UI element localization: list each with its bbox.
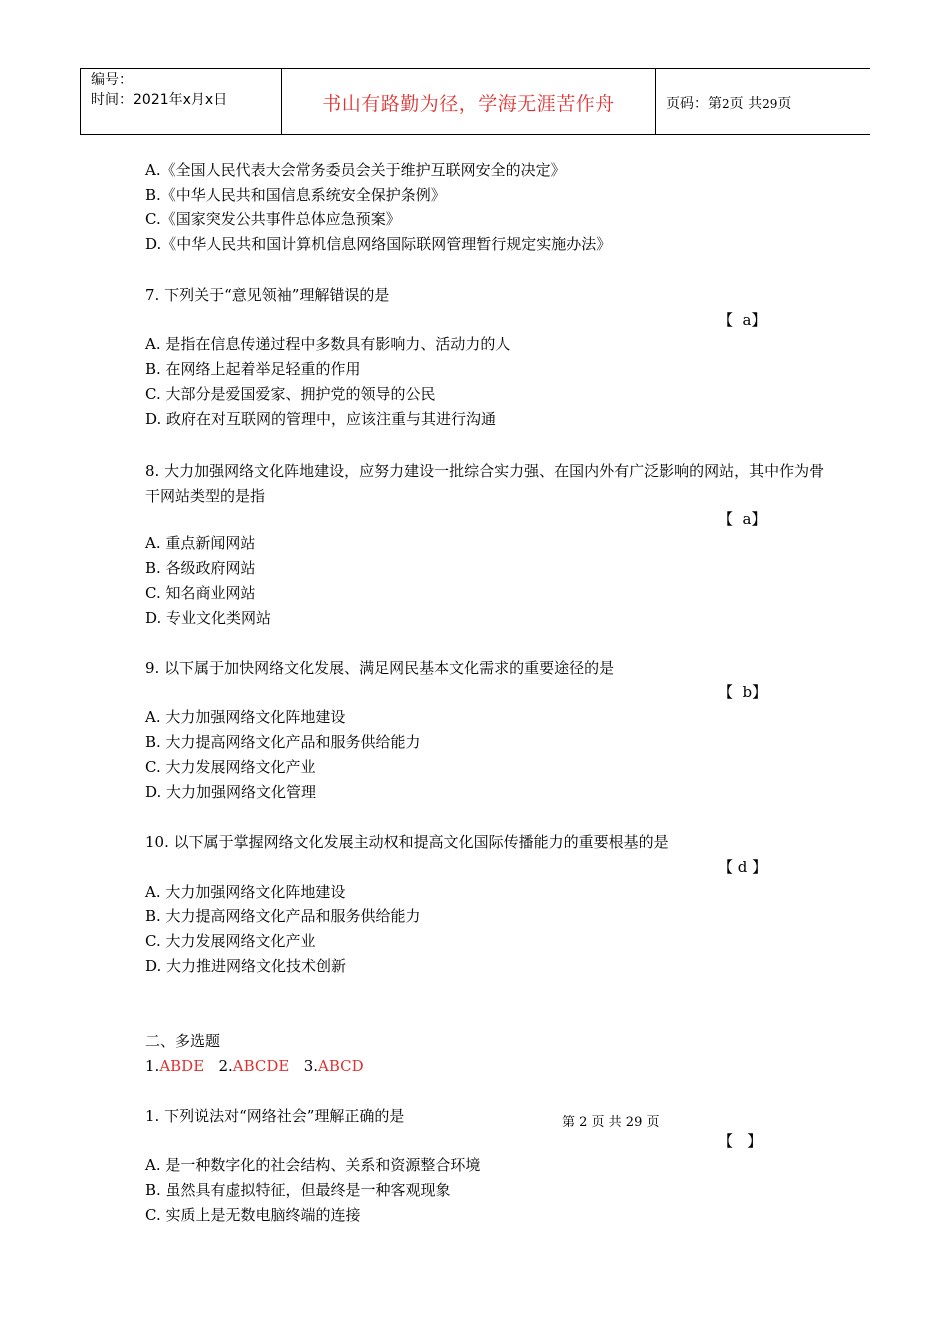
mq1-option: A. 是一种数字化的社会结构、关系和资源整合环境 [145, 1156, 481, 1174]
section2-answer-key [145, 1056, 364, 1076]
q7-option: D. 政府在对互联网的管理中，应该注重与其进行沟通 [145, 410, 497, 428]
answer-key-num: 3. [303, 1057, 318, 1075]
q7-answer: 【 a】 [718, 311, 767, 329]
slogan: 书山有路勤为径，学海无涯苦作舟 [322, 93, 615, 115]
q10-option: C. 大力发展网络文化产业 [145, 932, 316, 950]
q6-option: B.《中华人民共和国信息系统安全保护条例》 [145, 186, 446, 204]
answer-key-num: 2. [218, 1057, 233, 1075]
q8-option: D. 专业文化类网站 [145, 609, 272, 627]
q10-option: B. 大力提高网络文化产品和服务供给能力 [145, 907, 421, 925]
q7-option: A. 是指在信息传递过程中多数具有影响力、活动力的人 [145, 335, 511, 353]
serial-label: 编号： [91, 72, 133, 88]
q9-option: C. 大力发展网络文化产业 [145, 758, 316, 776]
q10-option: A. 大力加强网络文化阵地建设 [145, 883, 346, 901]
q8-option: C. 知名商业网站 [145, 584, 256, 602]
mq1-stem: 1. 下列说法对“网络社会”理解正确的是 [145, 1107, 405, 1125]
header-page-cell [656, 69, 870, 134]
q9-answer: 【 b】 [718, 683, 768, 701]
page-counter: 页码：第2页 共29页 [666, 96, 792, 112]
section2-title: 二、多选题 [145, 1032, 221, 1050]
answer-key-value: ABCD [318, 1057, 364, 1075]
q6-option: C.《国家突发公共事件总体应急预案》 [145, 210, 401, 228]
q6-option: A.《全国人民代表大会常务委员会关于维护互联网安全的决定》 [145, 161, 566, 179]
q7-stem: 7. 下列关于“意见领袖”理解错误的是 [145, 286, 390, 304]
q8-option: A. 重点新闻网站 [145, 534, 256, 552]
mq1-answer: 【 】 [718, 1132, 763, 1150]
header-info-cell [81, 69, 282, 134]
answer-key-value: ABDE [159, 1057, 205, 1075]
page-footer: 第 2 页 共 29 页 [562, 1115, 660, 1130]
q10-option: D. 大力推进网络文化技术创新 [145, 957, 347, 975]
q9-option: A. 大力加强网络文化阵地建设 [145, 708, 346, 726]
header-table [80, 68, 870, 135]
time-label: 时间：2021年x月x日 [91, 92, 228, 108]
answer-key-num: 1. [145, 1057, 160, 1075]
q8-option: B. 各级政府网站 [145, 559, 256, 577]
mq1-option: B. 虽然具有虚拟特征，但最终是一种客观现象 [145, 1181, 451, 1199]
answer-key-value: ABCDE [232, 1057, 290, 1075]
q6-option: D.《中华人民共和国计算机信息网络国际联网管理暂行规定实施办法》 [145, 235, 612, 253]
q8-answer: 【 a】 [718, 510, 767, 528]
q7-option: B. 在网络上起着举足轻重的作用 [145, 360, 361, 378]
q10-stem: 10. 以下属于掌握网络文化发展主动权和提高文化国际传播能力的重要根基的是 [145, 833, 669, 851]
q9-option: D. 大力加强网络文化管理 [145, 783, 317, 801]
mq1-option: C. 实质上是无数电脑终端的连接 [145, 1206, 361, 1224]
q9-stem: 9. 以下属于加快网络文化发展、满足网民基本文化需求的重要途径的是 [145, 659, 615, 677]
q9-option: B. 大力提高网络文化产品和服务供给能力 [145, 733, 421, 751]
header-slogan-cell [282, 69, 656, 134]
q10-answer: 【 d 】 [718, 858, 768, 876]
q7-option: C. 大部分是爱国爱家、拥护党的领导的公民 [145, 385, 436, 403]
q8-stem: 8. 大力加强网络文化阵地建设，应努力建设一批综合实力强、在国内外有广泛影响的网站，其中作为骨干网站类型的是指 [145, 462, 825, 505]
